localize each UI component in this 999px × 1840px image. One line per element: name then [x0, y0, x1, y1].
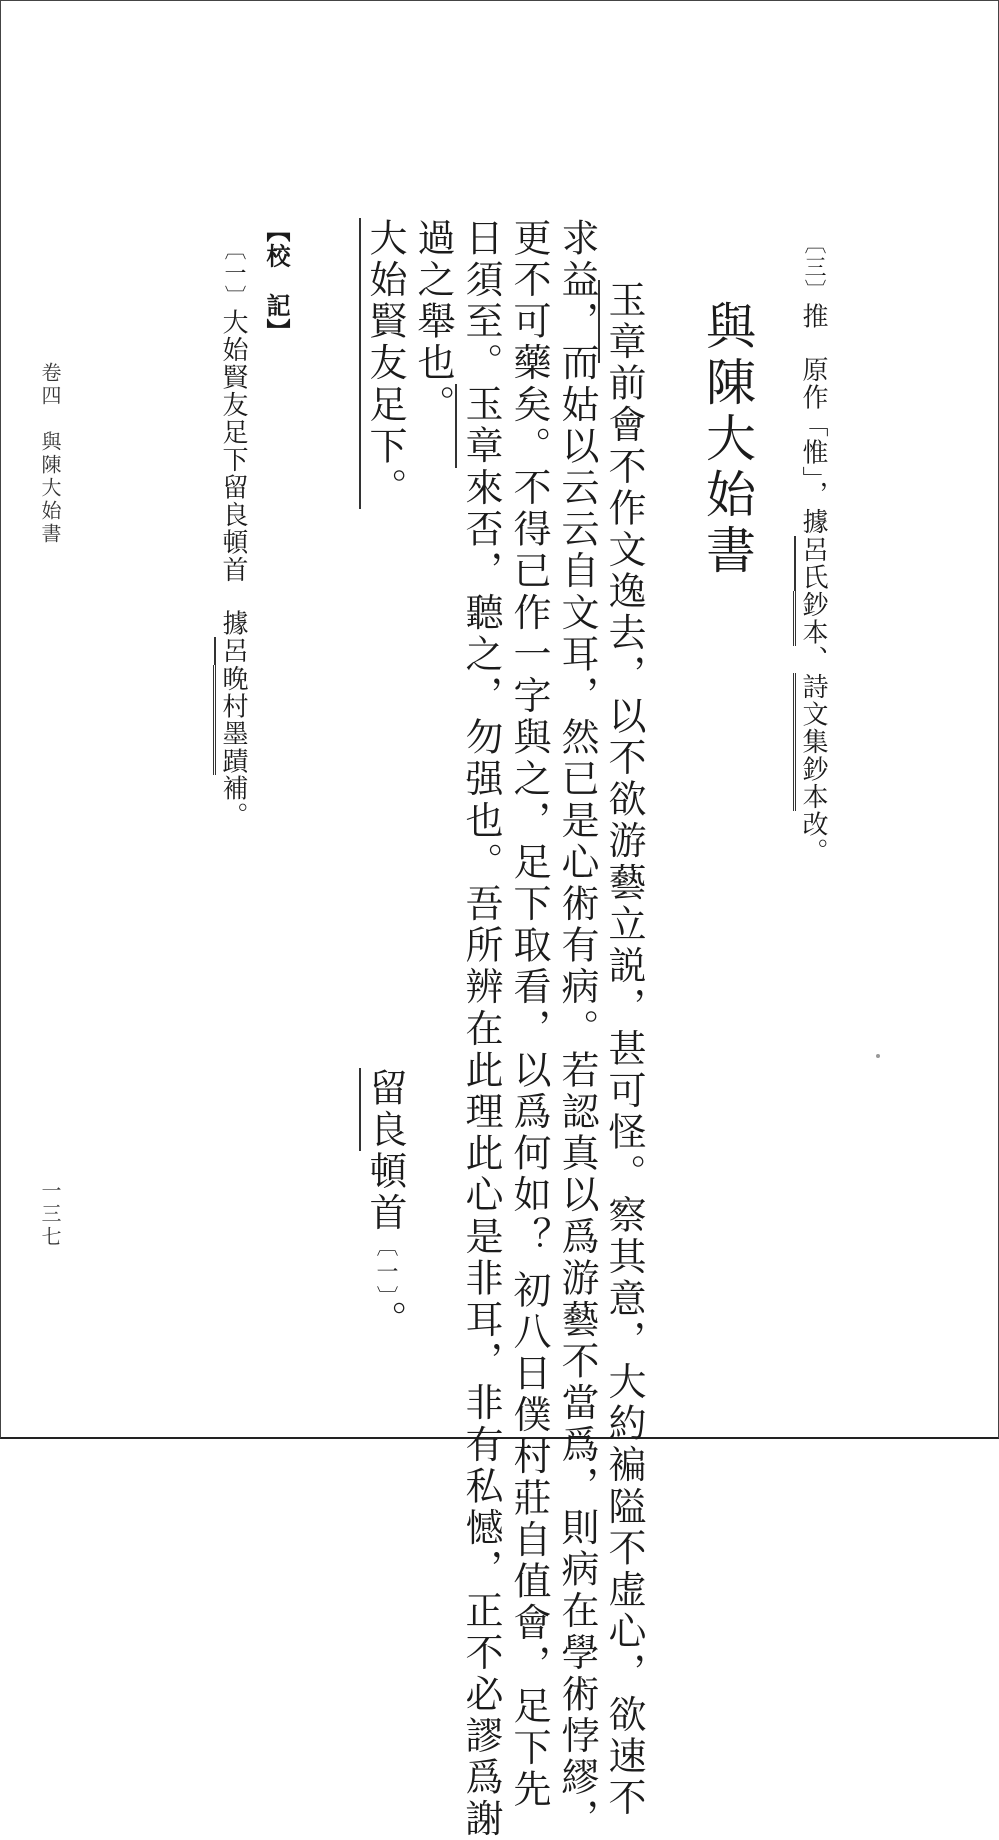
endnote-end: 改。	[798, 810, 828, 866]
collation-note-one	[220, 238, 246, 830]
letter-text: 前會不作文逸去，以不欲游藝立説，甚可怪。察其意，大約褊隘不虚心，欲速不	[602, 363, 646, 1820]
letter-column-5	[411, 218, 455, 426]
person-name: 玉章	[455, 384, 503, 467]
collation-heading-left: 【校	[262, 218, 291, 269]
letter-column-3	[507, 218, 551, 1811]
endnote-marker: 〔三〕	[801, 232, 826, 303]
person-name: 呂	[214, 637, 248, 665]
letter-signoff	[363, 1068, 407, 1342]
collation-text: 據	[218, 609, 248, 637]
signoff-text: 頓首	[363, 1151, 407, 1235]
letter-column-6	[363, 218, 407, 510]
letter-text: 初八日僕村莊自值會，足下先	[507, 1270, 551, 1811]
signoff-end: 。	[363, 1300, 407, 1342]
letter-text: 過之舉也。	[411, 218, 455, 426]
collation-end: 補。	[218, 774, 248, 830]
collation-text: 大始賢友足下留良頓首	[218, 308, 248, 584]
letter-column-1	[602, 280, 646, 1820]
person-name: 留良	[359, 1068, 407, 1151]
endnote-head: 推	[798, 302, 828, 330]
letter-text: 求益，而姑以云云自文耳，然已是心術有病。若認真以爲游藝不當爲，則病在學術悖繆，	[555, 218, 599, 1840]
collation-heading-right: 記】	[262, 293, 291, 344]
letter-text: 來否，聽之，勿强也。吾所辨在此理此心是非耳，非有私憾，正不必謬爲謝	[459, 467, 503, 1840]
book-title: 鈔本	[793, 591, 828, 646]
running-title: 卷四 與陳大始書	[38, 362, 62, 546]
letter-column-2	[555, 218, 599, 1840]
separator: 、	[798, 645, 828, 673]
endnote-text: 原作「惟」，	[798, 356, 828, 508]
letter-text: 日須至。	[459, 218, 503, 385]
person-name: 大始賢友足下。	[359, 218, 407, 509]
note-reference: 〔一〕	[373, 1234, 398, 1301]
collation-marker: 〔一〕	[221, 238, 246, 309]
collation-heading	[262, 218, 291, 344]
person-name: 呂氏	[794, 536, 828, 591]
person-name: 玉章	[598, 280, 646, 363]
scan-speck	[876, 1054, 880, 1058]
endnote-three	[800, 232, 826, 866]
book-title: 詩文集鈔本	[793, 673, 828, 811]
page-number: 一三七	[38, 1180, 62, 1249]
endnote-text: 據	[798, 508, 828, 536]
page-title: 與陳大始書	[698, 300, 756, 580]
letter-text: 更不可藥矣。不得已作一字與之，足下取看，以爲何如？	[507, 218, 551, 1258]
letter-column-4	[459, 218, 503, 1840]
book-title: 晚村墨蹟	[213, 665, 248, 775]
